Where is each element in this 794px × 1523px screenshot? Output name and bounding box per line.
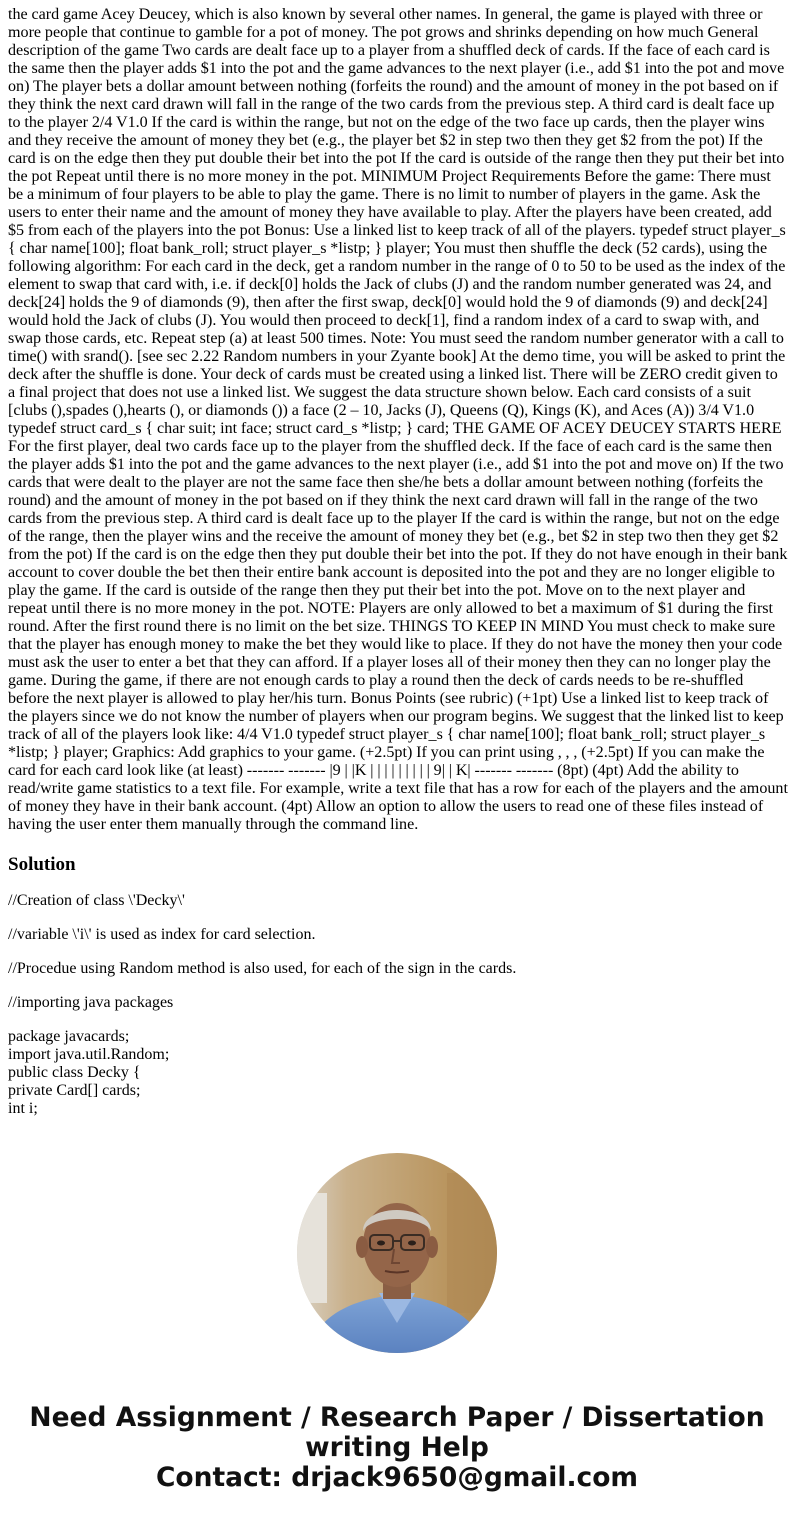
code-line: package javacards; <box>8 1028 130 1045</box>
author-avatar <box>297 1153 497 1353</box>
comment-import-packages: //importing java packages <box>8 994 174 1011</box>
solution-heading: Solution <box>8 854 76 875</box>
cta-contact-email: Contact: drjack9650@gmail.com <box>155 1462 639 1493</box>
code-line: public class Decky { <box>8 1064 141 1081</box>
comment-random-method: //Procedue using Random method is also used, for each of the sign in the cards. <box>8 960 517 977</box>
comment-class-creation: //Creation of class \'Decky\' <box>8 892 185 909</box>
document-content <box>8 6 788 1118</box>
problem-description: the card game Acey Deucey, which is also known by several other names. In general, the game is played with three or more people that continue to gamble for a pot of money. The pot grows and shrinks depending on how much General description of the game Two cards are dealt face up to a player from a shuffled deck of cards. If the face of each card is the same then the player adds $1 into the pot and the game advances to the next player (i.e., add $1 into the pot and move on) The player bets a dollar amount between nothing (forfeits the round) and the amount of money in the pot based on if they think the next card drawn will fall in the range of the two cards from the previous step. A third card is dealt face up to the player 2/4 V1.0 If the card is within the range, but not on the edge of the two face up cards, then the player wins and they receive the amount of money they bet (e.g., the player bet $2 in step two then they get $2 from the pot) If the card is on the edge then they put double their bet into the pot If the card is outside of the range then they put their bet into the pot Repeat until there is no more money in the pot. MINIMUM Project Requirements Before the game: There must be a minimum of four players to be able to play the game. There is no limit to number of players in the game. Ask the users to enter their name and the amount of money they have available to play. After the players have been created, add $5 from each of the players into the pot Bonus: Use a linked list to keep track of all of the players. typedef struct player_s { char name[100]; float bank_roll; struct player_s *listp; } player; You must then shuffle the deck (52 cards), using the following algorithm: For each card in the deck, get a random number in the range of 0 to 50 to be used as the index of the element to swap that card with, i.e. if deck[0] holds the Jack of clubs (J) and the random number generated was 24, and deck[24] holds the 9 of diamonds (9), then after the first swap, deck[0] would hold the 9 of diamonds (9) and deck[24] would hold the Jack of clubs (J). You would then proceed to deck[1], find a random index of a card to swap with, and swap those cards, etc. Repeat step (a) at least 500 times. Note: You must seed the random number generator with a call to time() with srand(). [see sec 2.22 Random numbers in your Zyante book] At the demo time, you will be asked to print the deck after the shuffle is done. Your deck of cards must be created using a linked list. There will be ZERO credit given to a final project that does not use a linked list. We suggest the data structure shown below. Each card consists of a suit [clubs (),spades (),hearts (), or diamonds ()) a face (2 – 10, Jacks (J), Queens (Q), Kings (K), and Aces (A)) 3/4 V1.0 typedef struct card_s { char suit; int face; struct card_s *listp; } card; THE GAME OF ACEY DEUCEY STARTS HERE For the first player, deal two cards face up to the player from the shuffled deck. If the face of each card is the same then the player adds $1 into the pot and the game advances to the next player (i.e., add $1 into the pot and move on) If the two cards that were dealt to the player are not the same face then she/he bets a dollar amount between nothing (forfeits the round) and the amount of money in the pot based on if they think the next card drawn will fall in the range of the two cards from the previous step. A third card is dealt face up to the player If the card is within the range, but not on the edge of the range, then the player wins and the receive the amount of money they bet (e.g., bet $2 in step two then they get $2 from the pot) If the card is on the edge then they put double their bet into the pot. If they do not have enough in their bank account to cover double the bet then their entire bank account is deposited into the pot and they are no longer eligible to play the game. If the card is outside of the range then they put their bet into the pot. Move on to the next player and repeat until there is no more money in the pot. NOTE: Players are only allowed to bet a maximum of $1 during the first round. After the first round there is no limit on the bet size. THINGS TO KEEP IN MIND You must check to make sure that the player has enough money to make the bet they would like to place. If they do not have the money then your code must ask the user to enter a bet that they can afford. If a player loses all of their money then they can no longer play the game. During the game, if there are not enough cards to play a round then the deck of cards needs to be re-shuffled before the next player is allowed to play her/his turn. Bonus Points (see rubric) (+1pt) Use a linked list to keep track of the players since we do not know the number of players when our program begins. We suggest that the linked list to keep track of all of the players look like: 4/4 V1.0 typedef struct player_s { char name[100]; float bank_roll; struct player_s *listp; } player; Graphics: Add graphics to your game. (+2.5pt) If you can print using , , , (+2.5pt) If you can make the card for each card look like (at least) ------- ------- |9 | |K | | | | | | | | | 9| | K| ------- ------- (8pt) (4pt) Add the ability to read/write game statistics to a text file. For example, write a text file that has a row for each of the players and the amount of money they have in their bank account. (4pt) Allow an option to allow the users to read one of these files instead of having the user enter them manually through the command line. <box>8 6 788 833</box>
cta-line-2: writing Help <box>305 1432 489 1463</box>
contact-banner <box>0 1403 794 1493</box>
comment-index-variable: //variable \'i\' is used as index for card selection. <box>8 926 316 943</box>
code-snippet <box>8 1028 788 1118</box>
code-line: int i; <box>8 1100 38 1117</box>
code-line: private Card[] cards; <box>8 1082 141 1099</box>
code-line: import java.util.Random; <box>8 1046 170 1063</box>
cta-line-1: Need Assignment / Research Paper / Dissertation <box>29 1402 765 1433</box>
